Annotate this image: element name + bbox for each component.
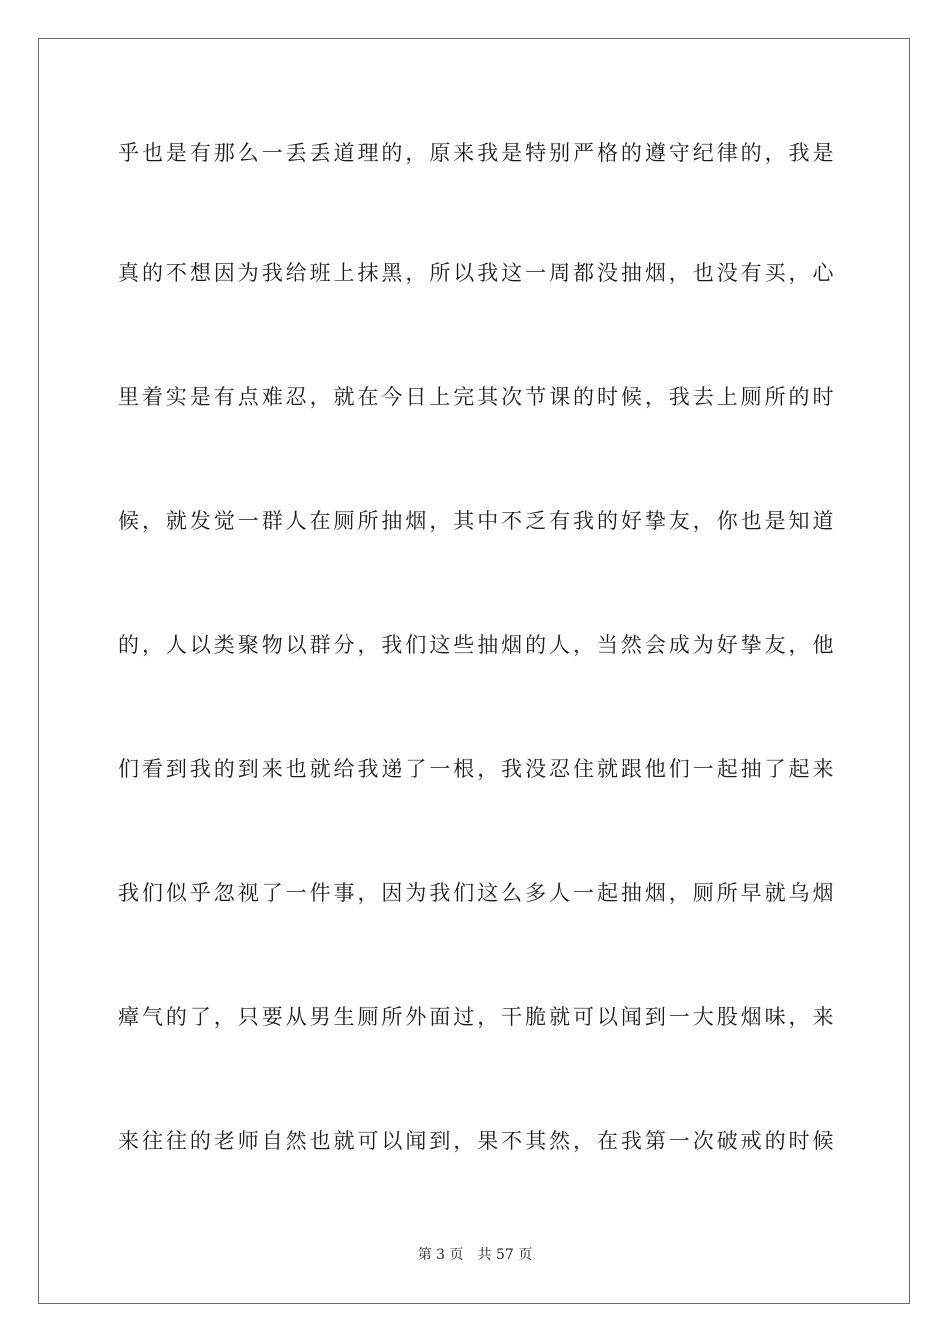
text-line: 我们似乎忽视了一件事，因为我们这么多人一起抽烟，厕所早就乌烟	[118, 881, 834, 905]
text-line: 来往往的老师自然也就可以闻到，果不其然，在我第一次破戒的时候	[118, 1129, 834, 1153]
text-line: 乎也是有那么一丢丢道理的，原来我是特别严格的遵守纪律的，我是	[118, 141, 834, 165]
text-line: 真的不想因为我给班上抹黑，所以我这一周都没抽烟，也没有买，心	[118, 261, 834, 285]
text-line: 候，就发觉一群人在厕所抽烟，其中不乏有我的好挚友，你也是知道	[118, 509, 834, 533]
text-line: 里着实是有点难忍，就在今日上完其次节课的时候，我去上厕所的时	[118, 385, 834, 409]
text-line: 瘴气的了，只要从男生厕所外面过，干脆就可以闻到一大股烟味，来	[118, 1005, 834, 1029]
text-line: 们看到我的到来也就给我递了一根，我没忍住就跟他们一起抽了起来	[118, 757, 834, 781]
text-line: 的，人以类聚物以群分，我们这些抽烟的人，当然会成为好挚友，他	[118, 633, 834, 657]
page-border	[38, 38, 910, 1304]
page-number-footer: 第 3 页 共 57 页	[417, 1247, 533, 1263]
